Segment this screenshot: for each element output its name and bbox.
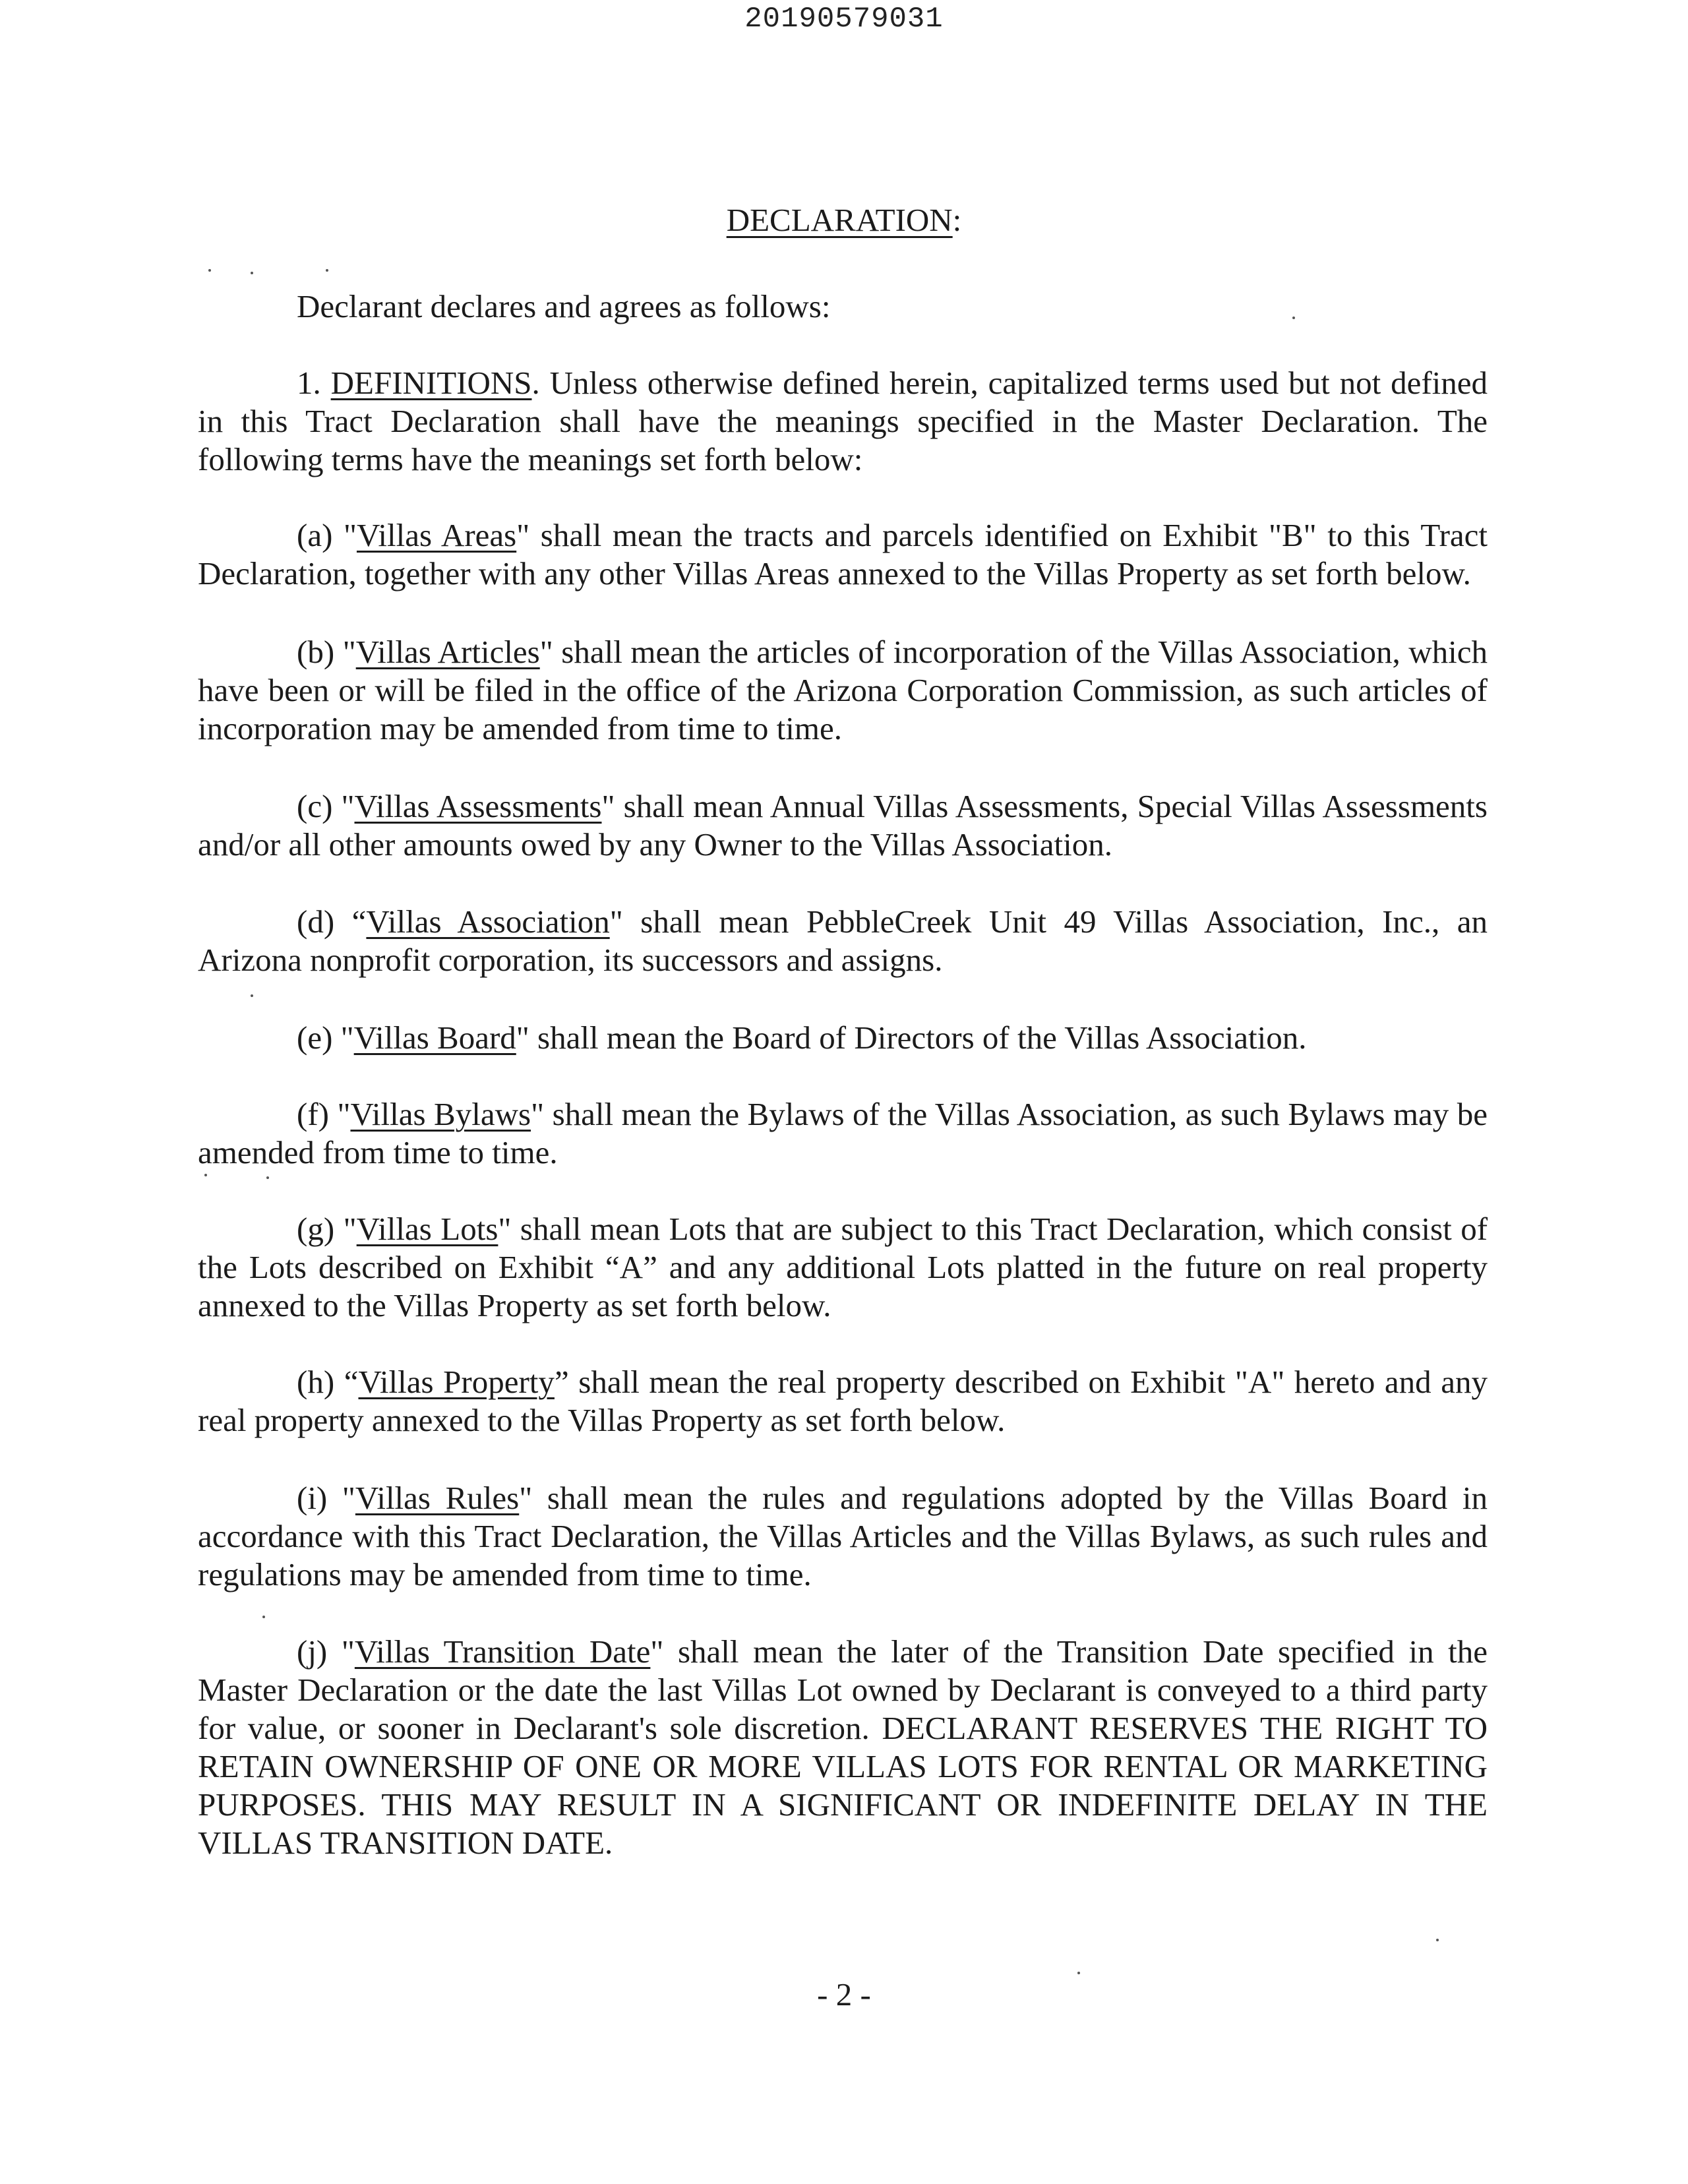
- definition-term: Villas Areas: [356, 517, 517, 553]
- definition-label: (b): [297, 634, 335, 670]
- definition-term: Villas Rules: [355, 1480, 520, 1516]
- definition-text: shall mean the rules and regulations adopted by the Villas Board in accordance with this Tract Declaration, the Villas Articles and the Villas Bylaws, as such rules and regulations may be amended from time to time.: [198, 1480, 1488, 1592]
- definition-text: shall mean the real property described on Exhibit "A" hereto and any real property annexed to the Villas Property as set forth below.: [198, 1364, 1488, 1438]
- definition-term: Villas Property: [358, 1364, 555, 1400]
- definition-label: (d): [297, 903, 335, 940]
- definition-e: (e) "Villas Board" shall mean the Board of Directors of the Villas Association.: [297, 1019, 1307, 1056]
- definition-label: (j): [297, 1633, 328, 1670]
- definition-label: (e): [297, 1019, 333, 1056]
- definition-text: shall mean the later of the Transition Date specified in the Master Declaration or the date the last Villas Lot owned by Declarant is conveyed to a third party for value, or sooner in Declarant's sole discretion. DECLARANT RESERVES THE RIGHT TO RETAIN OWNERSHIP OF ONE OR MORE VILLAS LOTS FOR RENTAL OR MARKETING PURPOSES. THIS MAY RESULT IN A SIGNIFICANT OR INDEFINITE DELAY IN THE VILLAS TRANSITION DATE.: [198, 1633, 1488, 1861]
- definition-i: (i) "Villas Rules" shall mean the rules and regulations adopted by the Villas Board in accordance with this Tract Declaration, the Villas Articles and the Villas Bylaws, as such rules and regulations may be amended from time to time.: [198, 1480, 1488, 1592]
- section-number: 1.: [297, 365, 321, 401]
- scan-speck: [262, 1616, 265, 1618]
- definition-text: shall mean the tracts and parcels identified on Exhibit "B" to this Tract Declaration, together with any other Villas Areas annexed to the Villas Property as set forth below.: [198, 517, 1488, 592]
- definition-label: (h): [297, 1364, 335, 1400]
- scan-speck: [1292, 317, 1295, 319]
- definition-text: shall mean Annual Villas Assessments, Special Villas Assessments and/or all other amounts owed by any Owner to the Villas Association.: [198, 788, 1488, 863]
- definition-b: (b) "Villas Articles" shall mean the articles of incorporation of the Villas Association, which have been or will be filed in the office of the Arizona Corporation Commission, as such articles of incorporation may be amended from time to time.: [198, 634, 1488, 746]
- scan-speck: [266, 1176, 269, 1179]
- definition-label: (f): [297, 1096, 329, 1132]
- scan-speck: [251, 994, 253, 997]
- heading-suffix: :: [952, 202, 962, 238]
- definition-term: Villas Assessments: [354, 788, 602, 824]
- definition-d: (d) “Villas Association" shall mean PebbleCreek Unit 49 Villas Association, Inc., an Arizona nonprofit corporation, its successors and assigns.: [198, 903, 1488, 978]
- intro-paragraph: [198, 288, 1488, 326]
- definition-text: shall mean PebbleCreek Unit 49 Villas Association, Inc., an Arizona nonprofit corporation, its successors and assigns.: [198, 903, 1488, 978]
- section-text: . Unless otherwise defined herein, capitalized terms used but not defined in this Tract Declaration shall have the meanings specified in the Master Declaration. The following terms have the meanings set forth below:: [198, 365, 1488, 477]
- intro-text: Declarant declares and agrees as follows:: [297, 288, 831, 324]
- section-heading: [0, 201, 1688, 239]
- scan-speck: [1436, 1939, 1439, 1941]
- definition-c: (c) "Villas Assessments" shall mean Annual Villas Assessments, Special Villas Assessments and/or all other amounts owed by any Owner to the Villas Association.: [198, 788, 1488, 863]
- definition-term: Villas Association: [366, 903, 610, 940]
- definition-term: Villas Board: [353, 1019, 516, 1056]
- definition-text: shall mean Lots that are subject to this Tract Declaration, which consist of the Lots described on Exhibit “A” and any additional Lots platted in the future on real property annexed to the Villas Property as set forth below.: [198, 1211, 1488, 1323]
- definition-label: (i): [297, 1480, 328, 1516]
- definition-h: (h) “Villas Property” shall mean the real property described on Exhibit "A" hereto and any real property annexed to the Villas Property as set forth below.: [198, 1364, 1488, 1438]
- definition-f: (f) "Villas Bylaws" shall mean the Bylaws of the Villas Association, as such Bylaws may be amended from time to time.: [198, 1096, 1488, 1170]
- definitions-section-paragraph: [198, 364, 1488, 479]
- definition-label: (a): [297, 517, 333, 553]
- scan-speck: [326, 269, 328, 272]
- definition-text: shall mean the articles of incorporation of the Villas Association, which have been or will be filed in the office of the Arizona Corporation Commission, as such articles of incorporation may be amended from time to time.: [198, 634, 1488, 746]
- page-number: - 2 -: [817, 1976, 871, 2013]
- definition-a: (a) "Villas Areas" shall mean the tracts and parcels identified on Exhibit "B" to this Tract Declaration, together with any other Villas Areas annexed to the Villas Property as set forth below.: [198, 517, 1488, 592]
- scan-speck: [204, 1174, 207, 1176]
- definition-term: Villas Bylaws: [350, 1096, 531, 1132]
- recording-number: 20190579031: [744, 3, 944, 36]
- definition-j: (j) "Villas Transition Date" shall mean the later of the Transition Date specified in the Master Declaration or the date the last Villas Lot owned by Declarant is conveyed to a third party for value, or sooner in Declarant's sole discretion. DECLARANT RESERVES THE RIGHT TO RETAIN OWNERSHIP OF ONE OR MORE VILLAS LOTS FOR RENTAL OR MARKETING PURPOSES. THIS MAY RESULT IN A SIGNIFICANT OR INDEFINITE DELAY IN THE VILLAS TRANSITION DATE.: [198, 1633, 1488, 1861]
- section-title: DEFINITIONS: [330, 365, 532, 401]
- definition-term: Villas Transition Date: [354, 1633, 651, 1670]
- scan-speck: [251, 272, 253, 274]
- scan-speck: [208, 269, 211, 272]
- definition-g: (g) "Villas Lots" shall mean Lots that are subject to this Tract Declaration, which consist of the Lots described on Exhibit “A” and any additional Lots platted in the future on real property annexed to the Villas Property as set forth below.: [198, 1211, 1488, 1323]
- definition-label: (g): [297, 1211, 335, 1247]
- definition-term: Villas Articles: [355, 634, 540, 670]
- definition-text: shall mean the Bylaws of the Villas Association, as such Bylaws may be amended from time to time.: [198, 1096, 1488, 1170]
- definition-label: (c): [297, 788, 333, 824]
- definition-text: shall mean the Board of Directors of the Villas Association.: [529, 1019, 1307, 1056]
- scan-speck: [1077, 1972, 1080, 1974]
- definition-term: Villas Lots: [356, 1211, 498, 1247]
- heading-title: DECLARATION: [726, 202, 953, 238]
